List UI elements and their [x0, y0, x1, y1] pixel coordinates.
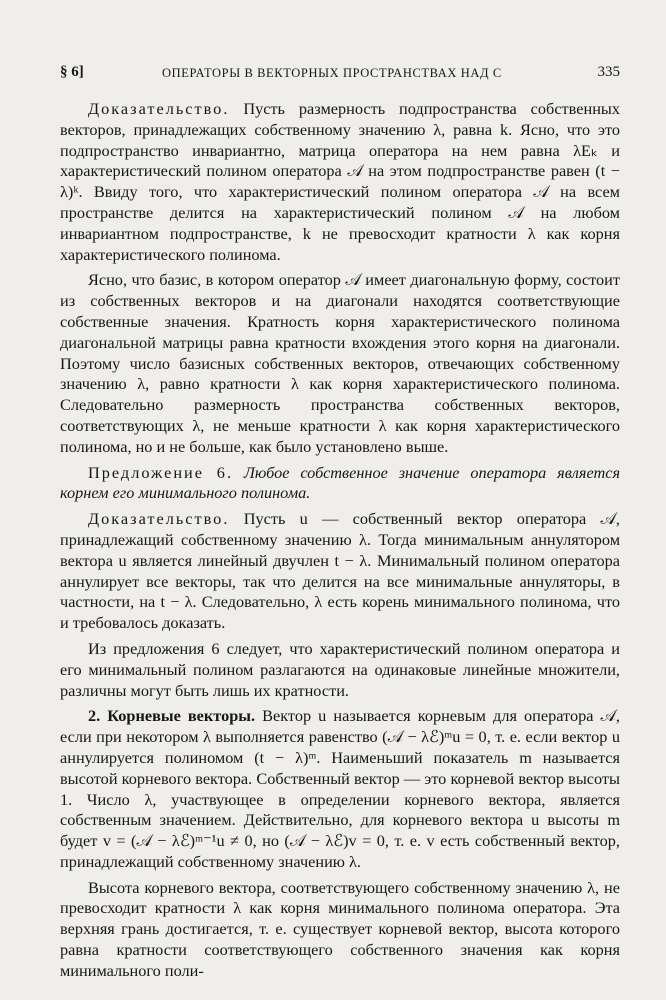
subsection-heading: 2. Корневые векторы.: [88, 706, 256, 726]
paragraph-text: Вектор u называется корневым для оператора 𝒜, если при некотором λ выполняется равенство (𝒜 − λℰ)ᵐu = 0, т. е. если вектор u аннулируется полиномом (t − λ)ᵐ. Наименьший показатель m называется высотой корневого вектора. Собственный вектор — это корневой вектор высоты 1. Число λ, участвующее в определении корневого вектора, является собственным значением. Действительно, для корневого вектора u высоты m будет v = (𝒜 − λℰ)ᵐ⁻¹u ≠ 0, но (𝒜 − λℰ)v = 0, т. е. v есть собственный вектор, принадлежащий собственному значению λ.: [60, 706, 620, 871]
paragraph-text: Из предложения 6 следует, что характеристический полином оператора и его минимальный полином разлагаются на одинаковые линейные множители, различны могут быть лишь их кратности.: [60, 638, 620, 700]
paragraph-text: Ясно, что базис, в котором оператор 𝒜 имеет диагональную форму, состоит из собственных векторов и на диагонали находятся соответствующие собственные значения. Кратность корня характеристического полинома диагональной матрицы равна кратности вхождения этого корня на диагонали. Поэтому число базисных собственных векторов, отвечающих собственному значению λ, равно кратности λ как корня характеристического полинома. Следовательно размерность пространства собственных векторов, соответствующих λ, не меньше кратности λ как корня характеристического полинома, но и не больше, как было установлено выше.: [60, 270, 620, 456]
paragraph-basis: [60, 270, 620, 457]
section-number: § 6]: [60, 64, 84, 80]
paragraph-proof-1: [60, 99, 620, 265]
paragraph-corollary: [60, 639, 620, 701]
page-number: 335: [597, 64, 620, 80]
paragraph-root-vectors: [60, 706, 620, 872]
body-text: [60, 99, 620, 987]
paragraph-text: Пусть u — собственный вектор оператора 𝒜, принадлежащий собственному значению λ. Тогда минимальным аннулятором вектора u является линейный двучлен t − λ. Минимальный полином оператора аннулирует все векторы, так что делится на все минимальные аннуляторы, в частности, на t − λ. Следовательно, λ есть корень минимального полинома, что и требовалось доказать.: [60, 509, 621, 633]
paragraph-text: Высота корневого вектора, соответствующего собственному значению λ, не превосходит кратности λ как корня минимального полинома оператора. Эта верхняя грань достигается, т. е. существует корневой вектор, высота которого равна кратности соответствующего собственного значения как корня минимального поли-: [60, 877, 620, 980]
paragraph-proof-2: [60, 509, 620, 634]
running-header: [60, 64, 620, 86]
proof-label: Доказательство.: [88, 509, 230, 529]
proposition-statement: Любое собственное значение оператора является корнем его минимального полинома.: [60, 462, 621, 503]
paragraph-text: Пусть размерность подпространства собственных векторов, принадлежащих собственному значению λ, равна k. Ясно, что это подпространство инвариантно, матрица оператора на нем равна λEₖ и характеристический полином оператора 𝒜 на этом подпространстве равен (t − λ)ᵏ. Ввиду того, что характеристический полином оператора 𝒜 на всем пространстве делится на характеристический полином 𝒜 на любом инвариантном подпространстве, k не превосходит кратности λ как корня характеристического полинома.: [60, 99, 620, 264]
proposition-6: [60, 463, 620, 505]
paragraph-height: [60, 878, 620, 982]
proposition-label: Предложение 6.: [88, 462, 234, 482]
chapter-title: ОПЕРАТОРЫ В ВЕКТОРНЫХ ПРОСТРАНСТВАХ НАД C: [162, 66, 502, 80]
proof-label: Доказательство.: [88, 99, 230, 118]
